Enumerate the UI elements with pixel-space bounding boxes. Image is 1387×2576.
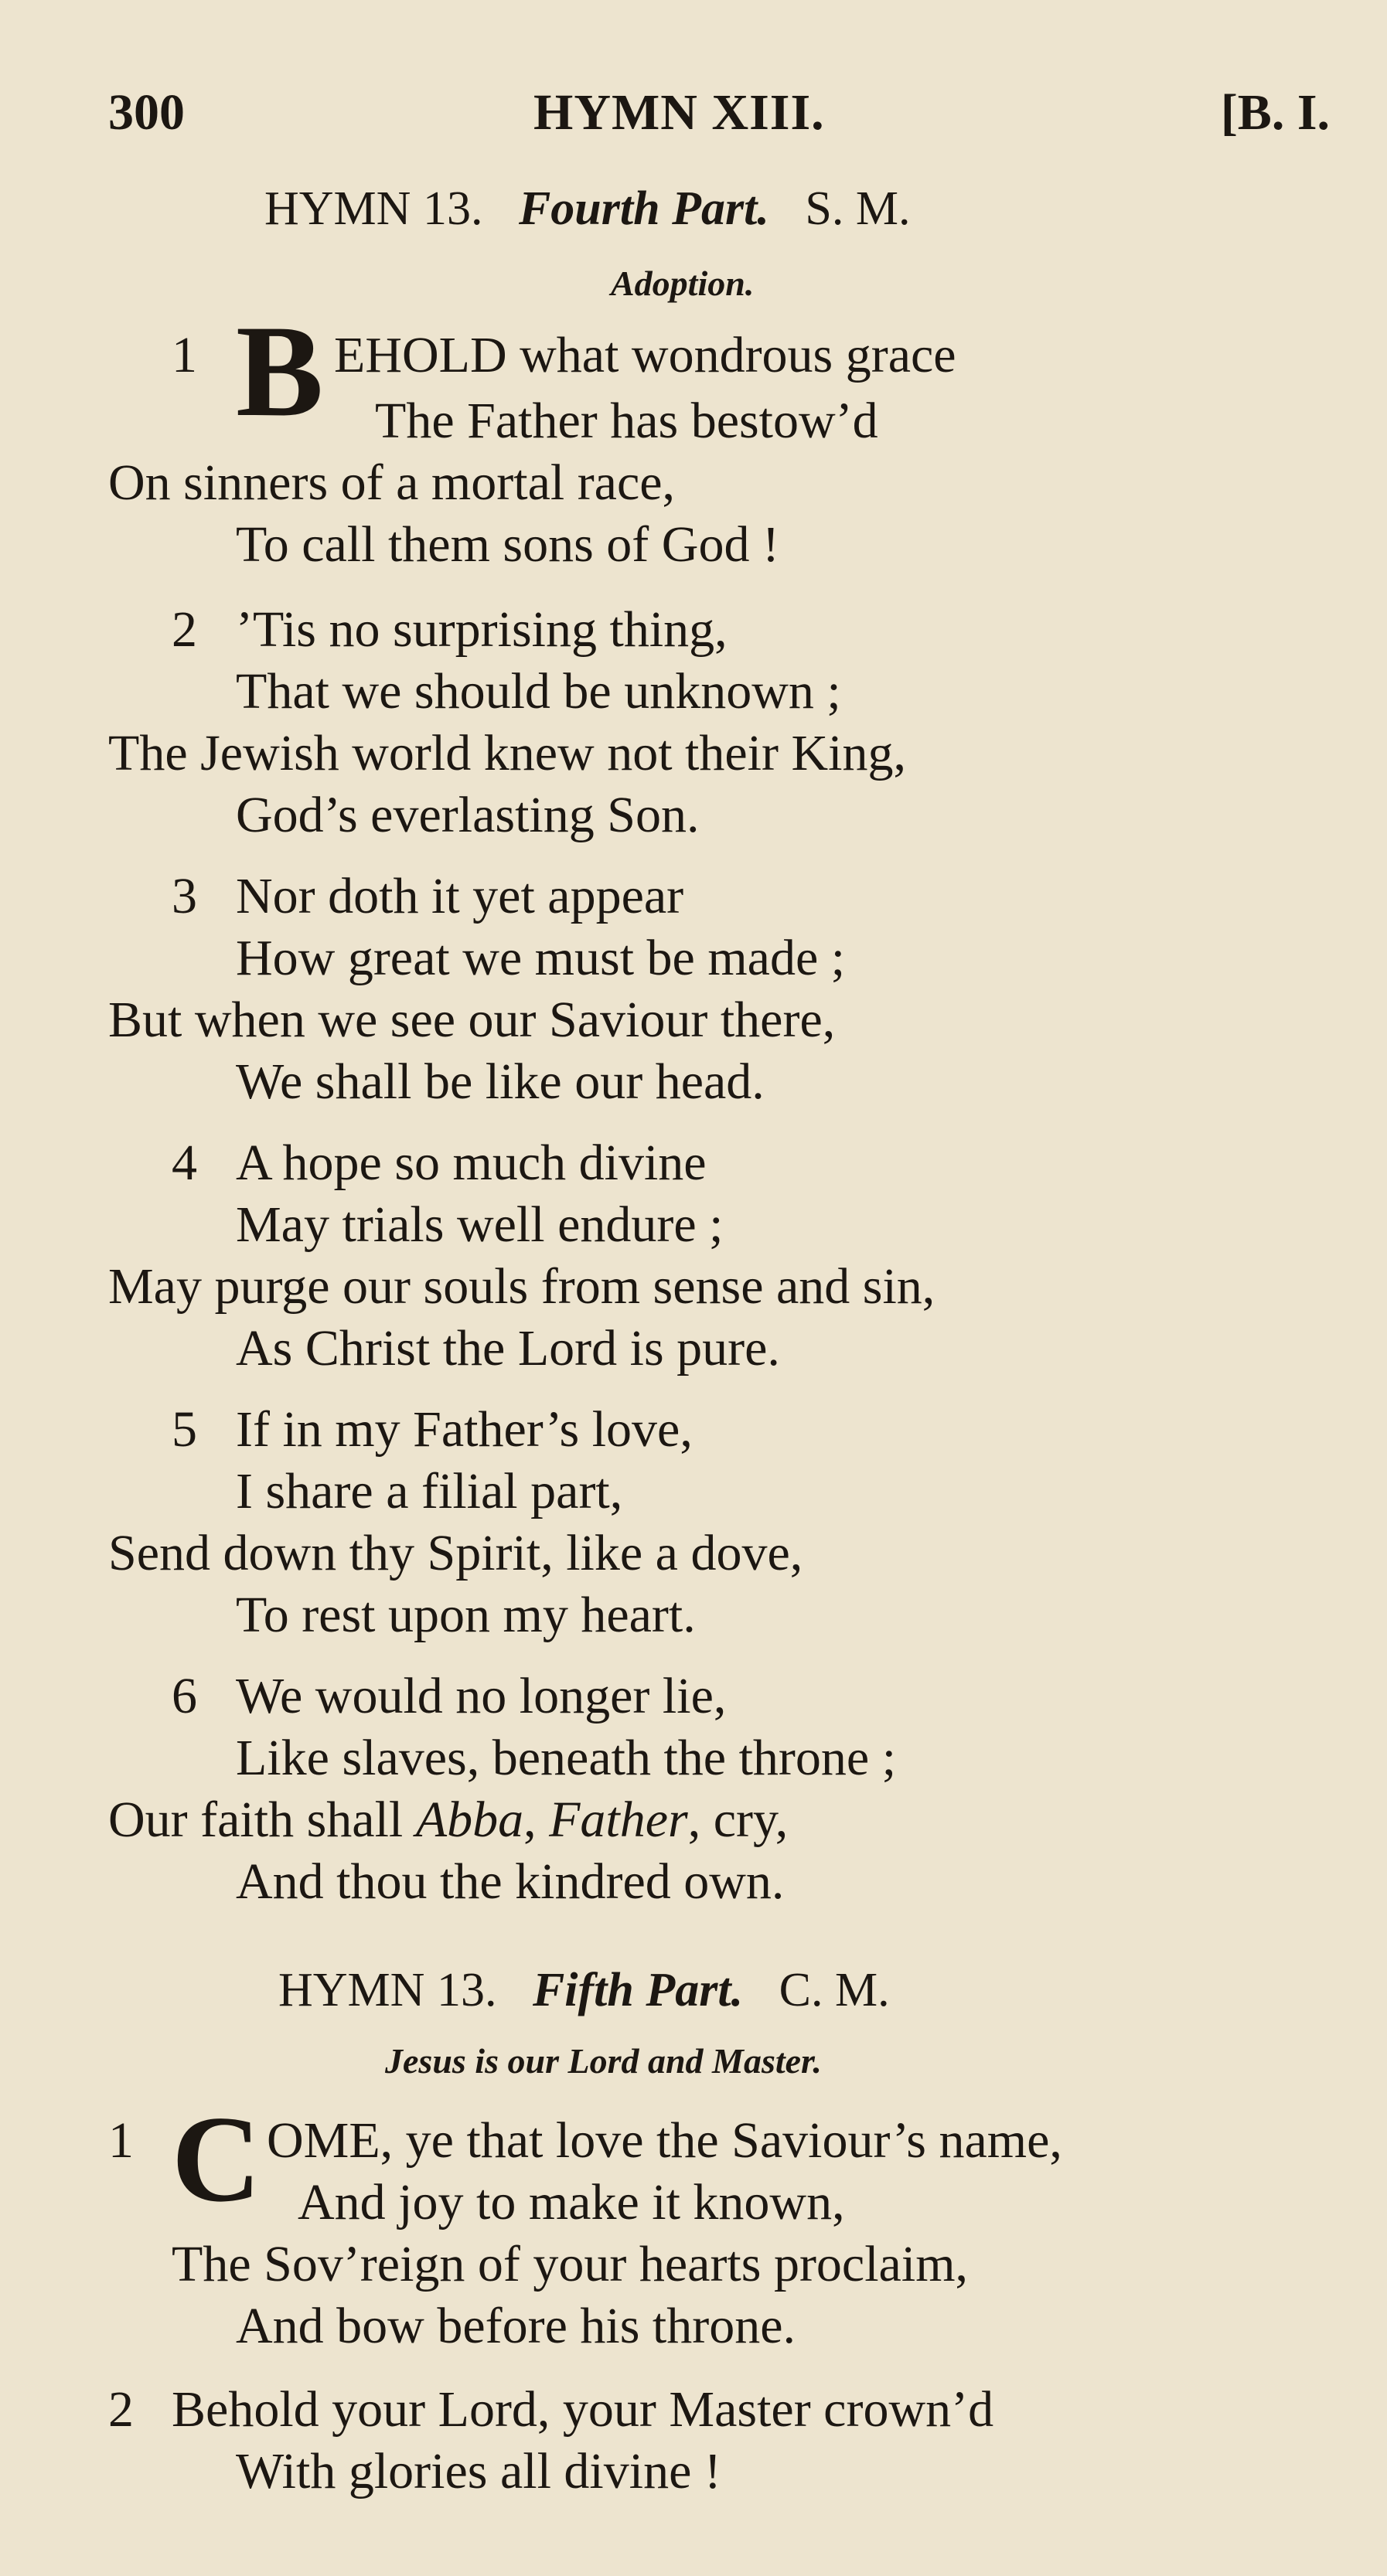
verse-line: EHOLD what wondrous grace	[334, 327, 956, 383]
verse-line: Send down thy Spirit, like a dove,	[108, 1525, 803, 1581]
verse-line: God’s everlasting Son.	[236, 787, 700, 843]
verse-line: Like slaves, beneath the throne ;	[236, 1730, 897, 1786]
verse-line: Behold your Lord, your Master crown’d	[172, 2381, 994, 2438]
verse-line: A hope so much divine	[236, 1135, 707, 1191]
verse-line: The Jewish world knew not their King,	[108, 725, 906, 781]
verse-line: The Father has bestow’d	[375, 393, 878, 449]
hymn-part: Fourth Part.	[518, 182, 769, 235]
verse-line: The Sov’reign of your hearts proclaim,	[172, 2236, 969, 2292]
verse-line: To rest upon my heart.	[236, 1587, 696, 1643]
verse-line: And joy to make it known,	[298, 2174, 845, 2231]
verse-line: But when we see our Saviour there,	[108, 992, 836, 1048]
stanza-number: 5	[172, 1401, 197, 1458]
verse-line	[108, 1789, 788, 1851]
page-number: 300	[108, 84, 185, 141]
verse-line: That we should be unknown ;	[236, 663, 841, 720]
verse-line: Nor doth it yet appear	[236, 868, 684, 924]
verse-line: May purge our souls from sense and sin,	[108, 1258, 935, 1315]
hymn-subtitle: Adoption.	[611, 264, 755, 303]
running-section: [B. I.	[1220, 84, 1330, 141]
verse-line: If in my Father’s love,	[236, 1401, 693, 1458]
running-header	[108, 83, 1330, 145]
verse-line: I share a filial part,	[236, 1463, 623, 1519]
verse-line: As Christ the Lord is pure.	[236, 1320, 780, 1376]
verse-line: May trials well endure ;	[236, 1196, 724, 1253]
verse-line: And bow before his throne.	[236, 2298, 796, 2354]
stanza-number: 1	[108, 2112, 134, 2169]
hymn-part: Fifth Part.	[532, 1964, 744, 2016]
drop-capital: B	[236, 298, 324, 444]
verse-line: To call them sons of God !	[236, 516, 779, 573]
drop-capital: C	[172, 2090, 261, 2227]
hymn-subtitle: Jesus is our Lord and Master.	[385, 2041, 822, 2081]
stanza-number: 4	[172, 1135, 197, 1191]
verse-line: We would no longer lie,	[236, 1668, 727, 1724]
stanza-number: 3	[172, 868, 197, 924]
hymn-meter: C. M.	[779, 1964, 890, 2016]
verse-line: With glories all divine !	[236, 2443, 721, 2499]
verse-line: We shall be like our head.	[236, 1053, 765, 1110]
verse-emphasis: Father	[549, 1792, 688, 1848]
verse-line: ’Tis no surprising thing,	[236, 601, 728, 658]
hymn-number: HYMN 13.	[278, 1964, 497, 2016]
stanza-number: 1	[172, 327, 197, 383]
verse-line: On sinners of a mortal race,	[108, 454, 676, 511]
hymn-number: HYMN 13.	[264, 182, 483, 235]
verse-text: Our faith shall	[108, 1792, 416, 1848]
hymn-meter: S. M.	[805, 182, 911, 235]
running-title: HYMN XIII.	[533, 84, 825, 141]
verse-text: , cry,	[687, 1792, 789, 1848]
hymn-heading	[264, 182, 910, 237]
verse-line: OME, ye that love the Saviour’s name,	[267, 2112, 1062, 2169]
verse-line: How great we must be made ;	[236, 930, 846, 986]
verse-line: And thou the kindred own.	[236, 1853, 785, 1910]
stanza-number: 6	[172, 1668, 197, 1724]
stanza-number: 2	[172, 601, 197, 658]
hymn-heading	[278, 1963, 890, 2018]
verse-emphasis: Abba	[415, 1792, 524, 1848]
verse-text: ,	[523, 1792, 550, 1848]
stanza-number: 2	[108, 2381, 134, 2438]
